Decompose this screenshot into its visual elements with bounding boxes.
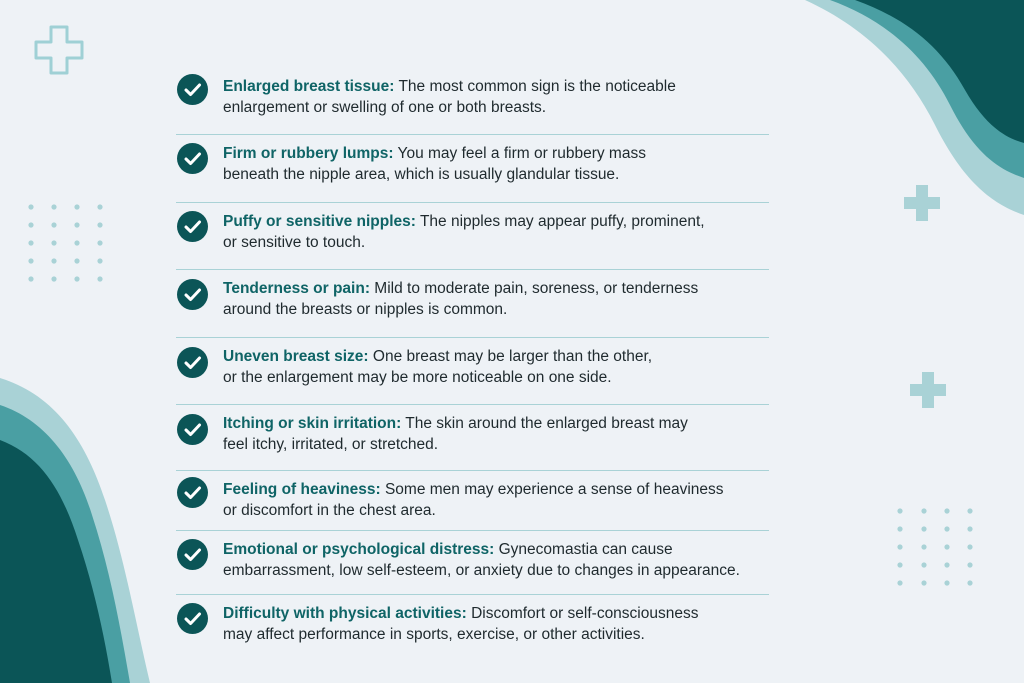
list-item: [176, 471, 769, 531]
check-circle-icon: [177, 539, 208, 570]
plus-icon: [910, 372, 946, 408]
list-item-text: [223, 346, 769, 388]
dot-grid: [28, 204, 102, 281]
symptom-term: Itching or skin irritation:: [223, 415, 402, 432]
list-item-text: [223, 539, 769, 581]
list-item: [176, 405, 769, 471]
list-item: [176, 595, 769, 655]
list-item: [176, 338, 769, 405]
symptom-description: The nipples may appear puffy, prominent,: [415, 213, 705, 230]
symptom-term: Feeling of heaviness:: [223, 481, 381, 498]
list-item-text: [223, 211, 769, 253]
list-item-text: [223, 479, 769, 521]
check-circle-icon: [177, 211, 208, 242]
check-circle-icon: [177, 143, 208, 174]
check-circle-icon: [177, 347, 208, 378]
list-item: [176, 135, 769, 203]
check-circle-icon: [177, 603, 208, 634]
list-item-text: [223, 413, 769, 455]
symptom-description-cont: enlargement or swelling of one or both breasts.: [223, 99, 547, 116]
symptom-description-cont: feel itchy, irritated, or stretched.: [223, 436, 439, 453]
symptom-description: One breast may be larger than the other,: [368, 348, 653, 365]
plus-icon: [904, 185, 940, 221]
check-circle-icon: [177, 74, 208, 105]
symptom-description: Mild to moderate pain, soreness, or tenderness: [370, 280, 699, 297]
list-item-text: [223, 143, 769, 185]
check-circle-icon: [177, 477, 208, 508]
symptom-description: The skin around the enlarged breast may: [401, 415, 688, 432]
symptom-list: [176, 68, 769, 655]
list-item-text: [223, 603, 769, 645]
symptom-term: Firm or rubbery lumps:: [223, 145, 394, 162]
bottom-left-wave: [0, 378, 150, 683]
symptom-description: You may feel a firm or rubbery mass: [393, 145, 646, 162]
symptom-description-cont: beneath the nipple area, which is usually glandular tissue.: [223, 166, 620, 183]
list-item-text: [223, 76, 769, 118]
symptom-description-cont: may affect performance in sports, exercise, or other activities.: [223, 626, 645, 643]
plus-outline-icon: [36, 27, 82, 73]
symptom-term: Tenderness or pain:: [223, 280, 370, 297]
list-item: [176, 68, 769, 135]
symptom-description: Discomfort or self-consciousness: [466, 605, 699, 622]
symptom-description-cont: or the enlargement may be more noticeable on one side.: [223, 369, 612, 386]
symptom-term: Puffy or sensitive nipples:: [223, 213, 416, 230]
symptom-term: Emotional or psychological distress:: [223, 541, 495, 558]
symptom-description-cont: or sensitive to touch.: [223, 234, 366, 251]
list-item: [176, 203, 769, 270]
top-right-wave: [805, 0, 1024, 215]
list-item: [176, 531, 769, 595]
symptom-term: Enlarged breast tissue:: [223, 78, 395, 95]
list-item: [176, 270, 769, 338]
check-circle-icon: [177, 279, 208, 310]
dot-grid: [897, 508, 972, 585]
symptom-description: Some men may experience a sense of heaviness: [380, 481, 724, 498]
symptom-description-cont: or discomfort in the chest area.: [223, 502, 436, 519]
list-item-text: [223, 278, 769, 320]
symptom-description: The most common sign is the noticeable: [394, 78, 676, 95]
check-circle-icon: [177, 414, 208, 445]
symptom-term: Difficulty with physical activities:: [223, 605, 467, 622]
symptom-description-cont: embarrassment, low self-esteem, or anxiety due to changes in appearance.: [223, 562, 740, 579]
symptom-description-cont: around the breasts or nipples is common.: [223, 301, 508, 318]
symptom-description: Gynecomastia can cause: [494, 541, 673, 558]
symptom-term: Uneven breast size:: [223, 348, 369, 365]
